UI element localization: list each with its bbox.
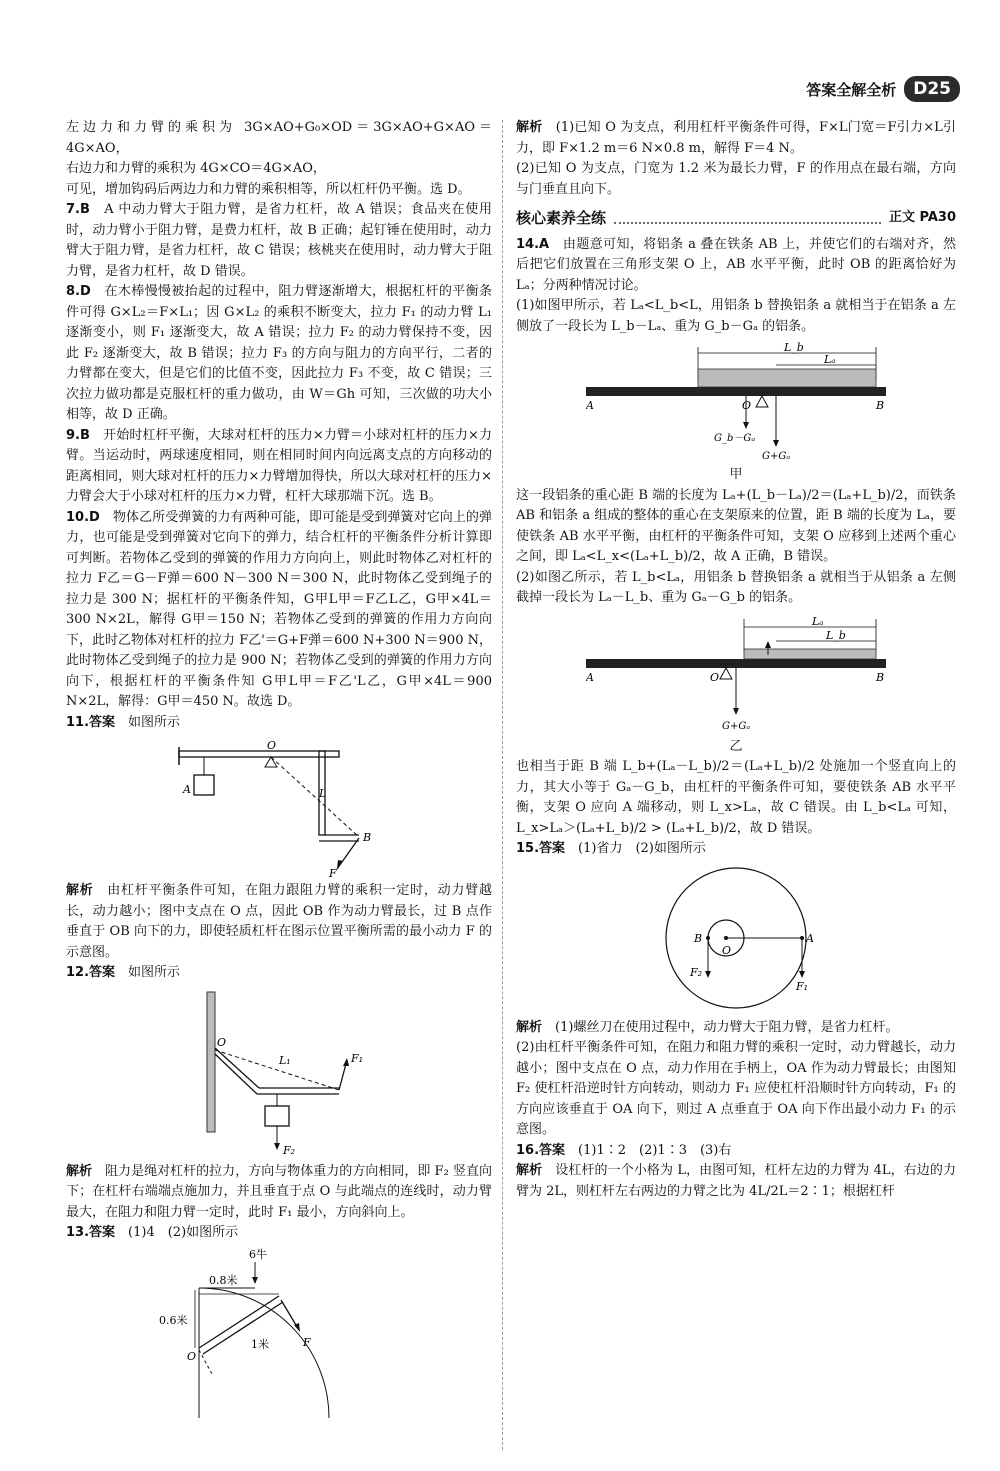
f15-label-O: O (722, 943, 732, 957)
f14a-label-g1: G_b－Gₐ (714, 433, 756, 444)
f11-label-F: F (329, 867, 337, 877)
section-heading (516, 208, 956, 229)
f13-label-top: 6牛 (249, 1247, 267, 1261)
figure-15-screwdriver (656, 864, 816, 1014)
q11-analysis (66, 881, 492, 963)
q11-jx-text: 由杠杆平衡条件可知，在阻力跟阻力臂的乘积一定时，动力臂越长，动力越小；图中支点在 O 点，因此 OB 作为动力臂最长，过 B 点作垂直于 OB 向下的力，即使轻质杠杆在图示位置平衡所需的最小动力 F 的示意图。 (66, 883, 492, 960)
f11-label-A: A (183, 783, 191, 796)
q7-text: A 中动力臂大于阻力臂，是省力杠杆，故 A 错误；食品夹在使用时，动力臂小于阻力臂，是费力杠杆，故 B 正确；起钉锤在使用时，动力臂大于阻力臂，是省力杠杆，故 C 错误；核桃夹在使用时，动力臂大于阻力臂，是省力杠杆，故 D 错误。 (66, 202, 492, 279)
q13-jx-label: 解析 (516, 120, 543, 135)
q15-analysis-2: (2)由杠杆平衡条件可知，在阻力和阻力臂的乘积一定时，动力臂越长，动力越小；图中支点在 O 点，动力作用在手柄上，OA 作为动力臂最长；由图知 F₂ 使杠杆沿逆时针方向转动，则动力 F₁ 应使杠杆沿顺时针方向转动，F₁ 的方向应该垂直于 OA 向下，则过 A 点垂直于 OA 向下作出最小动力 F₁ 的示意图。 (516, 1040, 956, 1137)
q12-analysis (66, 1162, 492, 1224)
q13-answer: (1)4 (2)如图所示 (128, 1225, 239, 1240)
q16-jx-text: 设杠杆的一个小格为 L，由图可知，杠杆左边的力臂为 4L，右边的力臂为 2L，则杠杆左右两边的力臂之比为 4L/2L＝2∶1；根据杠杆 (516, 1163, 956, 1199)
para-1: 左边力和力臂的乘积为 3G×AO+G₀×OD＝3G×AO+G×AO＝4G×AO， (66, 120, 492, 156)
f12-label-L1: L₁ (279, 1053, 291, 1067)
column-divider (502, 120, 503, 1450)
f15-label-A: A (806, 931, 814, 945)
q13-num: 13.答案 (66, 1225, 116, 1240)
f11-label-O: O (267, 739, 277, 752)
f12-label-O: O (217, 1035, 227, 1049)
f15-label-B: B (694, 931, 703, 945)
q13-analysis-2: (2)已知 O 为支点，门宽为 1.2 米为最长力臂，F 的作用点在最右端，方向与门垂直且向下。 (516, 161, 956, 197)
q7-num: 7.B (66, 202, 90, 217)
page-number-badge: D25 (904, 76, 960, 102)
q14-case-1: (1)如图甲所示，若 Lₐ<L_b<L，用铝条 b 替换铝条 a 就相当于在铝条 a 左侧放了一段长为 L_b－Lₐ、重为 G_b－Gₐ 的铝条。 (516, 298, 956, 334)
q12-num: 12.答案 (66, 965, 116, 980)
q11-num: 11.答案 (66, 714, 116, 730)
f13-label-height: 0.6米 (159, 1313, 188, 1327)
f14a-label-La: Lₐ (824, 353, 836, 366)
q10-text: 物体乙所受弹簧的力有两种可能，即可能是受到弹簧对它向上的弹力，也可能是受到弹簧对它向下的弹力，结合杠杆的平衡条件分析计算即可判断。若物体乙受到的弹簧的作用力方向向上，则此时物体乙对杠杆的拉力 F乙＝G－F弹＝600 N－300 N＝300 N，此时物体乙受到绳子的拉力是 300 N；据杠杆的平衡条件知，G甲L甲＝F乙L乙，G甲×4L＝300 N×2L，解得 G甲＝150 N；若物体乙受到的弹簧的作用力方向向下，此时乙物体对杠杆的拉力 F乙'＝G+F弹＝600 N+300 N＝900 N，此时物体乙受到绳子的拉力是 900 N；若物体乙受到的弹簧的作用力方向向下，根据杠杆的平衡条件知 G甲L甲＝F乙'L乙，G甲×4L＝900 N×2L，解得：G甲＝450 N。故选 D。 (66, 509, 492, 709)
figure-13-door (159, 1248, 399, 1418)
q16-jx-label: 解析 (516, 1163, 543, 1178)
q8-text: 在木棒慢慢被抬起的过程中，阻力臂逐渐增大，根据杠杆的平衡条件可得 G×L₂＝F×L₁；因 G×L₂ 的乘积不断变大，拉力 F₁ 的动力臂 L₁ 逐渐变小，则 F₁ 逐渐变大，故 A 错误；拉力 F₂ 的动力臂保持不变，因此 F₂ 逐渐变大，故 B 错误；拉力 F₃ 的方向与阻力的方向平行，二者的力臂都在变大，但是它们的比值不变，因此拉力 F₃ 不变，故 C 错误；三次拉力做功都是克服杠杆的重力做功，由 W＝Gh 可知，三次做的功大小相等，故 D 正确。 (66, 284, 492, 422)
f14a-label-Lb: L_b (784, 341, 804, 354)
left-column (66, 118, 492, 1422)
header-title: 答案全解全析 (806, 80, 897, 99)
q15-num: 15.答案 (516, 841, 566, 856)
f14b-label-Lb: L_b (826, 628, 846, 642)
f15-label-F2: F₂ (690, 965, 703, 979)
figure-12-lever (179, 988, 379, 1158)
figure-14-jia (586, 341, 886, 461)
f14a-label-O: O (742, 399, 752, 412)
f13-label-diag: 1米 (251, 1337, 269, 1351)
f12-label-F2: F₂ (283, 1143, 296, 1157)
question-8 (66, 282, 492, 426)
q16-num: 16.答案 (516, 1142, 566, 1158)
question-9 (66, 426, 492, 508)
q15-jx-label: 解析 (516, 1019, 543, 1035)
q15-answer: (1)省力 (2)如图所示 (578, 841, 706, 856)
question-15 (516, 839, 956, 860)
section-dots (614, 212, 881, 224)
figure-11-lever (159, 737, 399, 877)
q15-jx-text-1: (1)螺丝刀在使用过程中，动力臂大于阻力臂，是省力杠杆。 (555, 1019, 899, 1035)
q13-analysis-1 (516, 118, 956, 159)
question-11 (66, 713, 492, 734)
q9-num: 9.B (66, 427, 90, 443)
q11-answer: 如图所示 (128, 714, 181, 730)
question-12 (66, 963, 492, 984)
q16-answer: (1)1∶2 (2)1∶3 (3)右 (578, 1142, 732, 1158)
right-column (516, 118, 956, 1202)
q14-case-2: (2)如图乙所示，若 L_b<Lₐ，用铝条 b 替换铝条 a 就相当于从铝条 a 左侧截掉一段长为 Lₐ－L_b、重为 Gₐ－G_b 的铝条。 (516, 569, 956, 605)
q11-jx-label: 解析 (66, 883, 94, 898)
para-2: 右边力和力臂的乘积为 4G×CO＝4G×AO， (66, 161, 326, 176)
section-ref: 正文 PA30 (888, 210, 956, 225)
q14-case-1-analysis: 这一段铝条的重心距 B 端的长度为 Lₐ+(L_b－Lₐ)/2＝(Lₐ+L_b)/2，而铁条 AB 和铝条 a 组成的整体的重心在支架原来的位置，距 B 端的长度为 Lₐ，要使铁条 AB 水平平衡，由杠杆的平衡条件可知，支架 O 应移到上述两个重心之间，即 Lₐ<L_x<(Lₐ+L_b)/2，故 A 正确，B 错误。 (516, 487, 956, 564)
section-title: 核心素养全练 (516, 209, 607, 227)
q16-analysis (516, 1161, 956, 1202)
f14b-label-A: A (586, 670, 594, 684)
f12-label-F1: F₁ (351, 1051, 364, 1065)
figure-14-jia-caption: 甲 (729, 467, 743, 482)
question-7 (66, 200, 492, 282)
q14-text: 由题意可知，将铝条 a 叠在铁条 AB 上，并使它们的右端对齐，然后把它们放置在三角形支架 O 上，AB 水平平衡，此时 OB 的距离恰好为 Lₐ；分两种情况讨论。 (516, 236, 956, 293)
figure-14-yi (586, 613, 886, 733)
f11-label-L: L (319, 787, 327, 800)
question-16 (516, 1141, 956, 1162)
f13-label-F: F (303, 1335, 311, 1349)
question-13 (66, 1223, 492, 1244)
f13-label-O: O (187, 1349, 197, 1363)
f15-label-F1: F₁ (796, 979, 809, 993)
f14b-label-O: O (710, 670, 720, 684)
q9-text: 开始时杠杆平衡，大球对杠杆的压力×力臂＝小球对杠杆的压力×力臂。当运动时，两球速度相同，则在相同时间内向远离支点的方向移动的距离相同，则大球对杠杆的压力×力臂增加得快，所以大球对杠杆的压力×力臂会大于小球对杠杆的压力×力臂，杠杆大球那端下沉。选 B。 (66, 427, 492, 504)
f14a-label-A: A (586, 399, 594, 412)
q13-jx-text-1: (1)已知 O 为支点，利用杠杆平衡条件可得，F×L门宽＝F引力×L引力，即 F×1.2 m＝6 N×0.8 m，解得 F＝4 N。 (516, 120, 956, 156)
q15-analysis-1 (516, 1018, 956, 1039)
f13-label-width: 0.8米 (209, 1273, 238, 1287)
f14b-label-g: G+Gₐ (722, 720, 751, 732)
para-3: 可见，增加钩码后两边力和力臂的乘积相等，所以杠杆仍平衡。选 D。 (66, 181, 471, 197)
question-10 (66, 508, 492, 713)
q12-jx-label: 解析 (66, 1163, 93, 1179)
f14a-label-B: B (876, 399, 885, 412)
page-header (806, 72, 960, 106)
q14-num: 14.A (516, 236, 550, 252)
q8-num: 8.D (66, 284, 91, 299)
q12-answer: 如图所示 (128, 965, 181, 980)
f14a-label-g2: G+Gₐ (762, 451, 791, 461)
q10-num: 10.D (66, 509, 100, 525)
f14b-label-La: Lₐ (812, 614, 824, 628)
q12-jx-text: 阻力是绳对杠杆的拉力，方向与物体重力的方向相同，即 F₂ 竖直向下；在杠杆右端端点施加力，并且垂直于点 O 与此端点的连线时，动力臂最大，在阻力和阻力臂一定时，此时 F₁ 最小，方向斜向上。 (66, 1163, 492, 1220)
f11-label-B: B (363, 831, 372, 844)
figure-14-yi-caption: 乙 (729, 738, 743, 754)
question-14 (516, 235, 956, 297)
q14-case-2-analysis: 也相当于距 B 端 L_b+(Lₐ－L_b)/2＝(Lₐ+L_b)/2 处施加一个竖直向上的力，其大小等于 Gₐ－G_b，由杠杆的平衡条件可知，要使铁条 AB 水平平衡，支架 O 应向 A 端移动，则 L_x>Lₐ，故 C 错误。由 L_b<Lₐ 可知，L_x>Lₐ＞(Lₐ+L_b)/2 > (Lₐ+L_b)/2，故 D 错误。 (516, 759, 956, 836)
f14b-label-B: B (876, 670, 885, 684)
